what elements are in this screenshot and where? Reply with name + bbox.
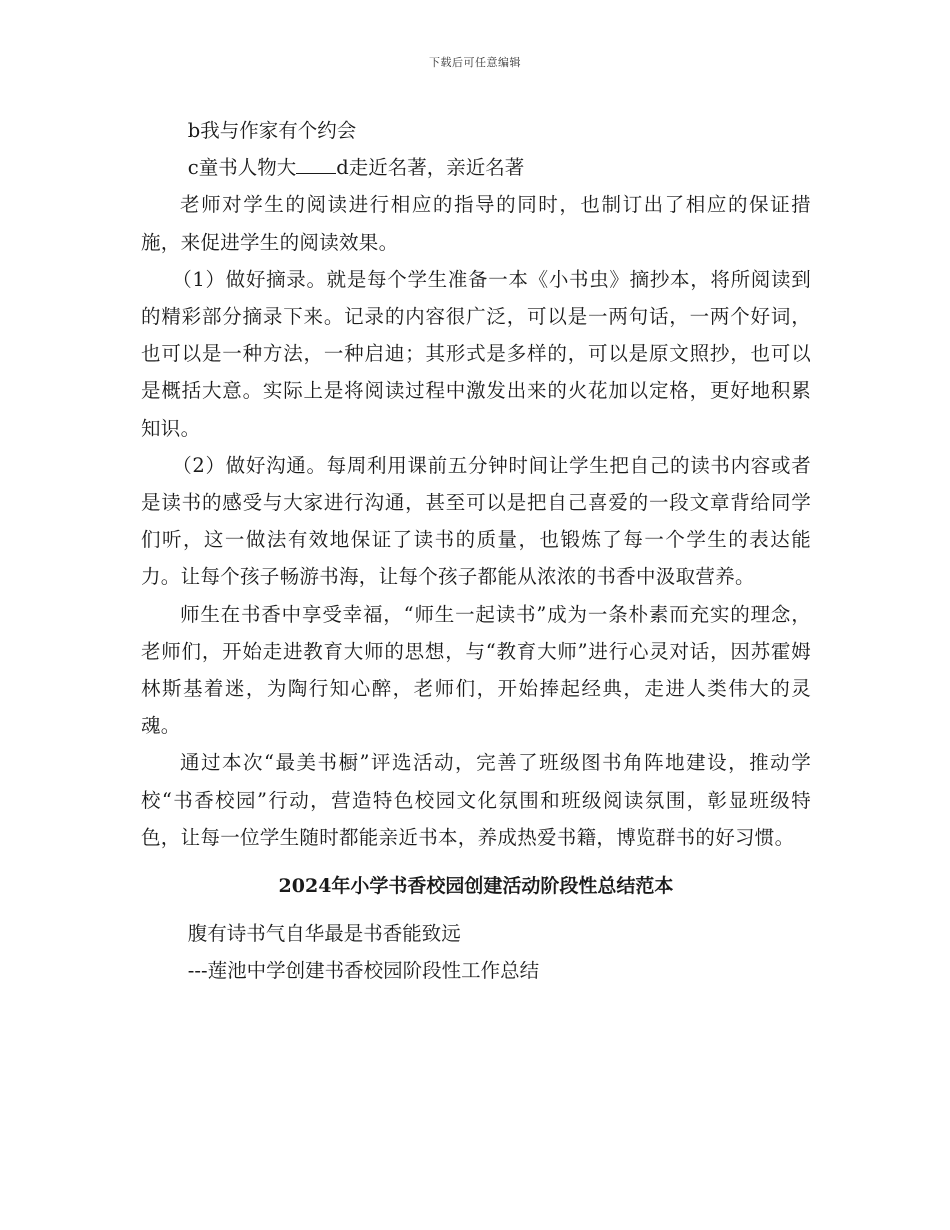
paragraph-bookshelf-event: 通过本次“最美书橱”评选活动，完善了班级图书角阵地建设，推动学校“书香校园”行动，营造特色校园文化氛围和班级阅读氛围，彰显班级特色，让每一位学生随时都能亲近书本，养成热爱书籍，博览群书的好习惯。 [141,751,811,849]
paragraph-communication: （2）做好沟通。每周利用课前五分钟时间让学生把自己的读书内容或者是读书的感受与大家进行沟通，甚至可以是把自己喜爱的一段文章背给同学们听，这一做法有效地保证了读书的质量，也锻炼了每一个学生的表达能力。让每个孩子畅游书海，让每个孩子都能从浓浓的书香中汲取营养。 [141,453,811,589]
document-body [141,112,811,989]
section-title: 2024年小学书香校园创建活动阶段性总结范本 [278,875,674,898]
list-item-b: b我与作家有个约会 [187,119,357,142]
list-item-c: c童书人物大 [187,156,297,180]
paragraph-excerpt: （1）做好摘录。就是每个学生准备一本《小书虫》摘抄本，将所阅读到的精彩部分摘录下来。记录的内容很广泛，可以是一两句话，一两个好词，也可以是一种方法，一种启迪；其形式是多样的，可以是原文照抄，也可以是概括大意。实际上是将阅读过程中激发出来的火花加以定格，更好地积累知识。 [141,267,811,440]
paragraph-teachers-reading: 师生在书香中享受幸福，“师生一起读书”成为一条朴素而充实的理念，老师们，开始走进教育大师的思想，与“教育大师”进行心灵对话，因苏霍姆林斯基着迷，为陶行知心醉，老师们，开始捧起经典，走进人类伟大的灵魂。 [141,602,811,738]
list-item-c-d [141,149,811,186]
list-item-d: d走近名著，亲近名著 [336,156,525,180]
paragraph-guidance: 老师对学生的阅读进行相应的指导的同时，也制订出了相应的保证措施，来促进学生的阅读效果。 [141,193,811,254]
fill-blank [296,155,336,174]
section-subtitle-1: 腹有诗书气自华最是书香能致远 [187,922,461,946]
page-header: 下载后可任意编辑 [429,56,521,69]
section-subtitle-2: ---莲池中学创建书香校园阶段性工作总结 [187,959,540,983]
